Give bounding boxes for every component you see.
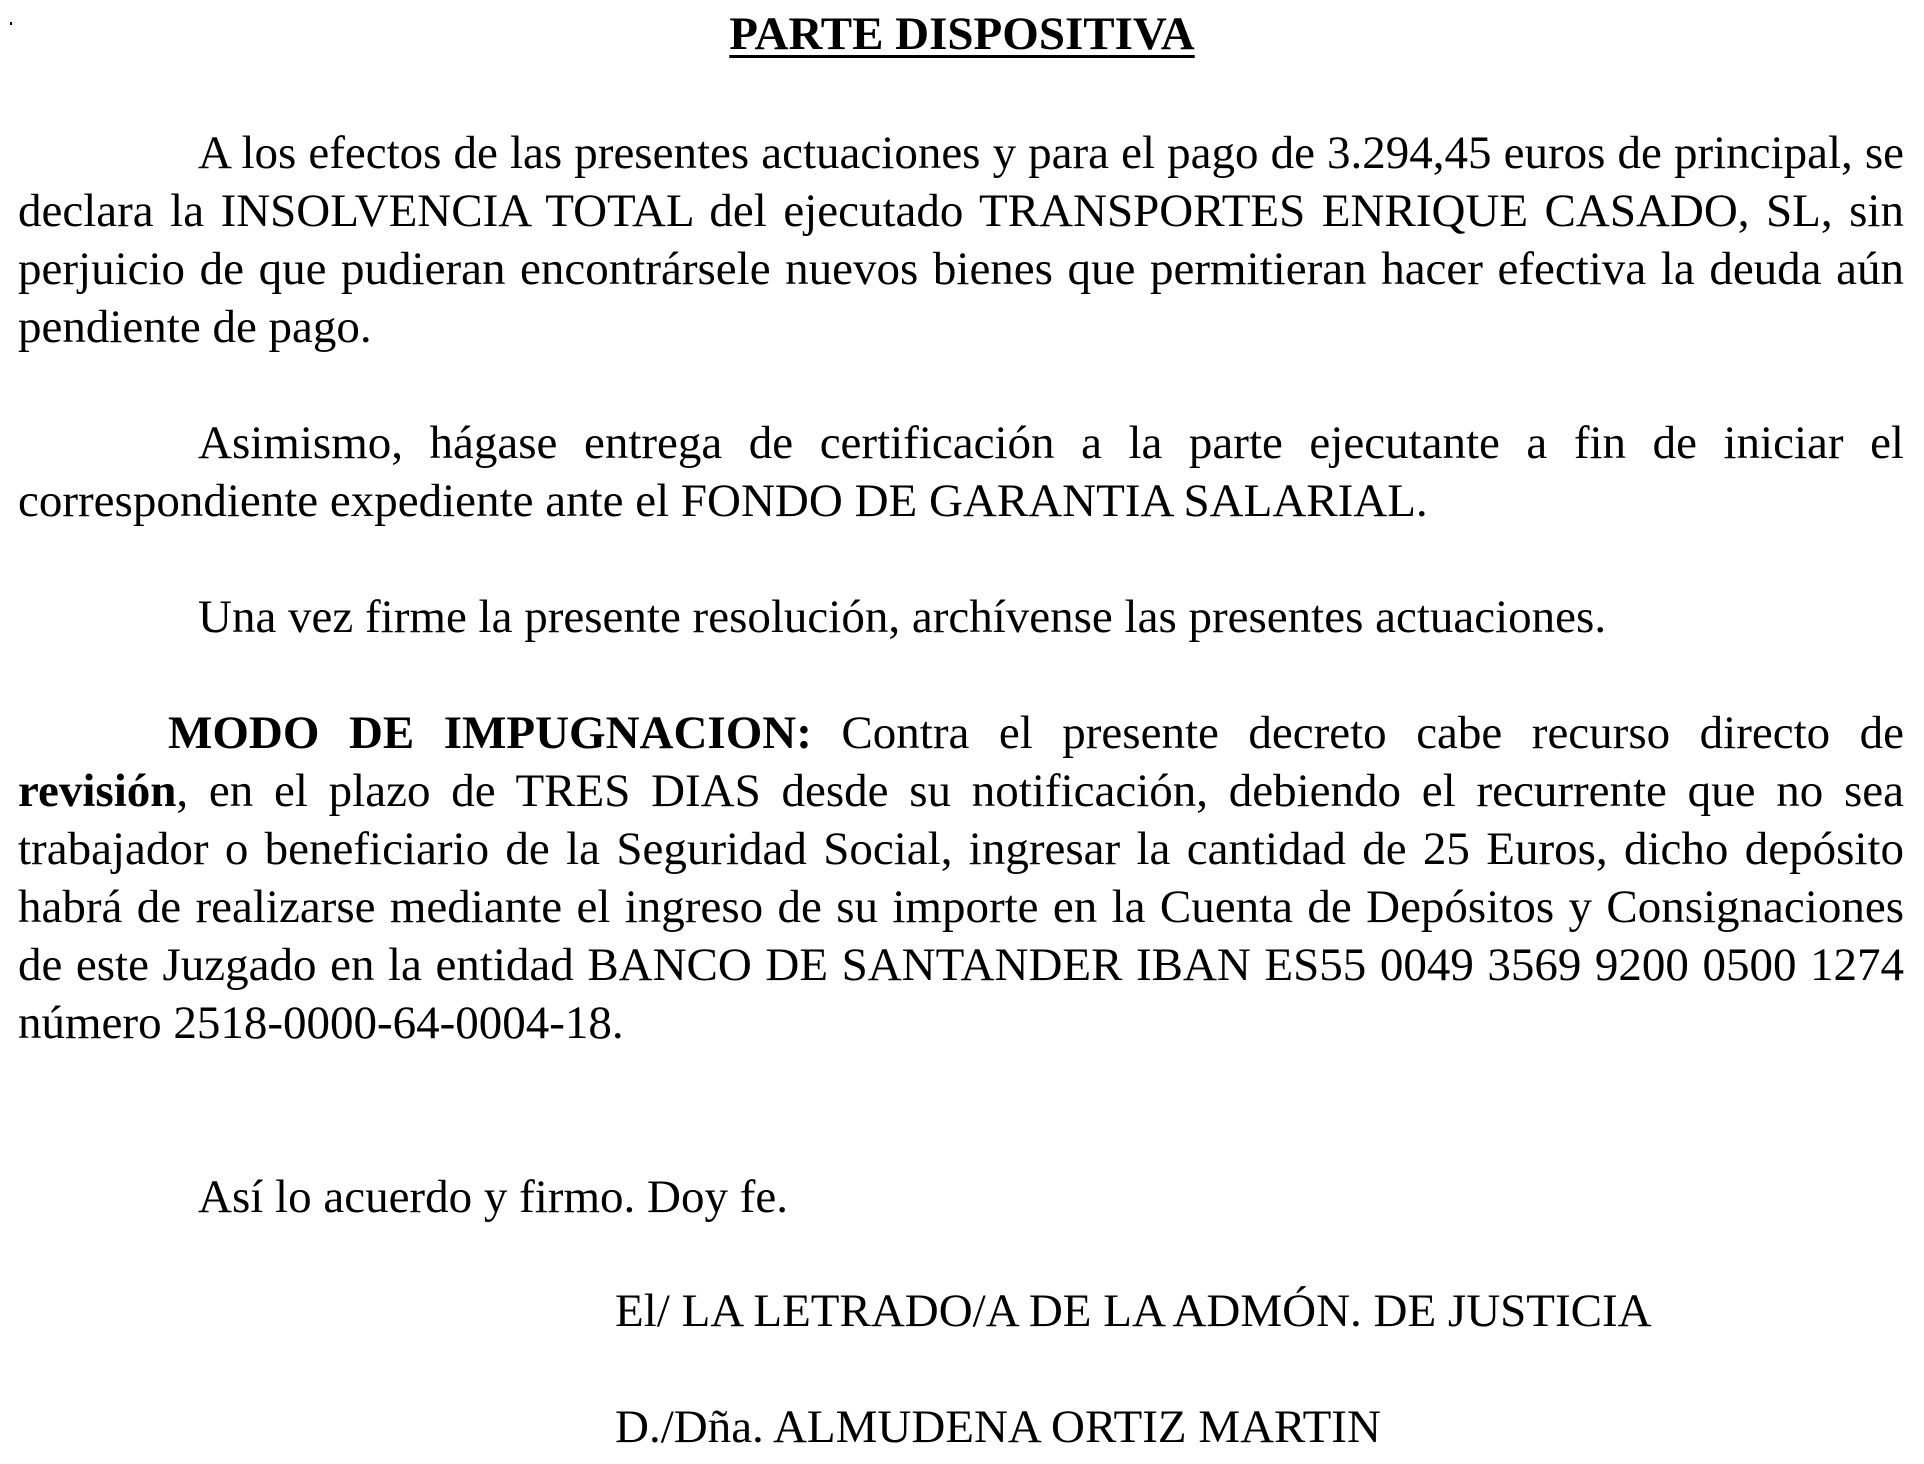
paragraph-archivo: Una vez firme la presente resolución, archívense las presentes actuaciones. — [198, 591, 1607, 643]
document-title-text: PARTE DISPOSITIVA — [729, 8, 1195, 60]
impugnacion-text-1: Contra el presente decreto cabe recurso directo de — [811, 707, 1905, 759]
signature-name: D./Dña. ALMUDENA ORTIZ MARTIN — [615, 1401, 1381, 1453]
impugnacion-label: MODO DE IMPUGNACION: — [168, 707, 812, 759]
closing-statement: Así lo acuerdo y firmo. Doy fe. — [198, 1171, 788, 1223]
paragraph-insolvencia: A los efectos de las presentes actuaciones y para el pago de 3.294,45 euros de principal, se declara la INSOLVENCIA TOTAL del ejecutado TRANSPORTES ENRIQUE CASADO, SL, sin perjuicio de que pudieran encontrársele nuevos bienes que permitieran hacer efectiva la deuda aún pendiente de pago. — [18, 127, 1904, 353]
paragraph-impugnacion — [18, 704, 1904, 1052]
impugnacion-text-2: , en el plazo de TRES DIAS desde su notificación, debiendo el recurrente que no sea trabajador o beneficiario de la Seguridad Social, ingresar la cantidad de 25 Euros, dicho depósito habrá de realizarse mediante el ingreso de su importe en la Cuenta de Depósitos y Consignaciones de este Juzgado en la entidad BANCO DE SANTANDER IBAN ES55 0049 3569 9200 0500 1274 número 2518-0000-64-0004-18. — [18, 765, 1904, 1049]
document-title — [0, 4, 1924, 64]
impugnacion-bold-word: revisión — [18, 765, 177, 817]
paragraph-certificacion: Asimismo, hágase entrega de certificación a la parte ejecutante a fin de iniciar el correspondiente expediente ante el FONDO DE GARANTIA SALARIAL. — [18, 417, 1904, 527]
signature-role: El/ LA LETRADO/A DE LA ADMÓN. DE JUSTICIA — [615, 1285, 1652, 1337]
